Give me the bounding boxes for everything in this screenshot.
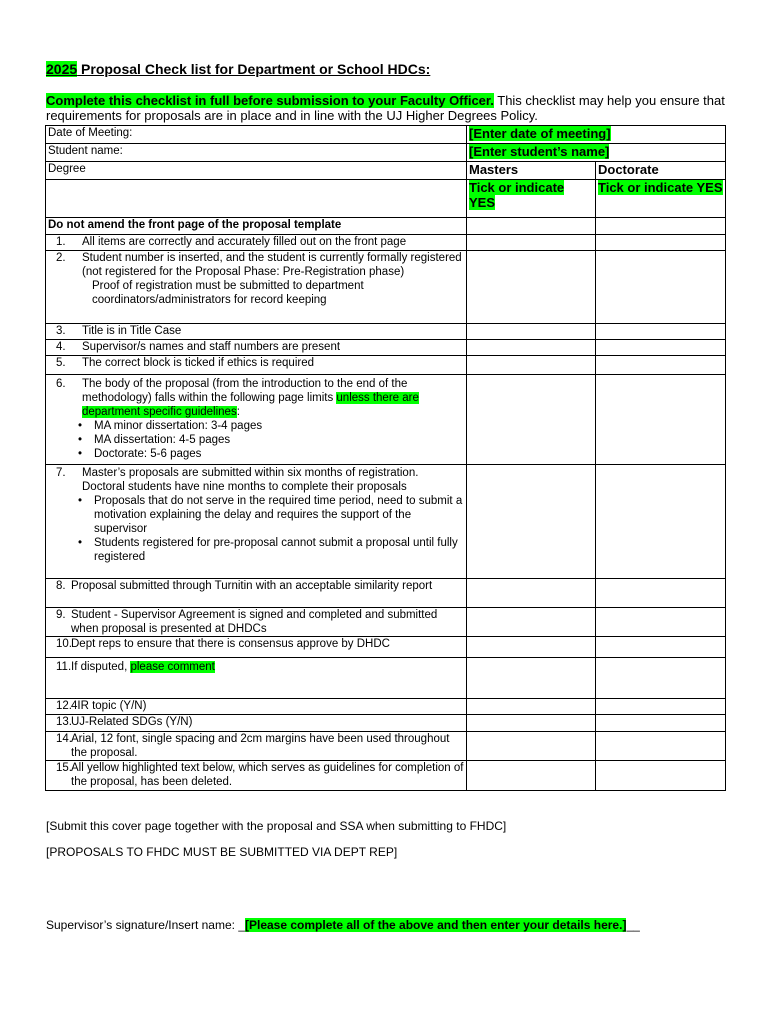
section-heading: Do not amend the front page of the proposal template bbox=[46, 218, 467, 235]
signature-value: [Please complete all of the above and then enter your details here.] bbox=[245, 918, 627, 932]
masters-cell[interactable] bbox=[467, 324, 596, 340]
student-label: Student name: bbox=[46, 144, 467, 162]
masters-cell[interactable] bbox=[467, 235, 596, 251]
doctorate-cell[interactable] bbox=[596, 637, 726, 658]
doctorate-cell[interactable] bbox=[596, 251, 726, 324]
checklist-item-5: 5. The correct block is ticked if ethics is required bbox=[46, 356, 467, 375]
doctorate-cell[interactable] bbox=[596, 732, 726, 761]
bullet-icon: • bbox=[78, 537, 83, 549]
doctorate-cell[interactable] bbox=[596, 235, 726, 251]
signature-line[interactable]: Supervisor’s signature/Insert name: _[Please complete all of the above and then enter your details here.]__ bbox=[46, 918, 640, 932]
doctorate-tick-text: Tick or indicate YES bbox=[598, 180, 723, 195]
guideline-highlight: unless there are department specific guidelines bbox=[82, 392, 419, 418]
masters-cell[interactable] bbox=[467, 699, 596, 715]
intro-text: This checklist may help you ensure that requirements for proposals are in place and in line with the UJ Higher Degrees Policy. bbox=[46, 93, 725, 123]
degree-label: Degree bbox=[46, 162, 467, 180]
masters-header: Masters bbox=[467, 162, 596, 180]
doctorate-tick-header bbox=[596, 180, 726, 218]
student-value: [Enter student’s name] bbox=[469, 144, 610, 159]
title-year: 2025 bbox=[46, 61, 78, 77]
bullet-icon: • bbox=[78, 420, 83, 432]
signature-label: Supervisor’s signature/Insert name: _ bbox=[46, 918, 245, 932]
masters-cell[interactable] bbox=[467, 637, 596, 658]
checklist-item-6: 6. The body of the proposal (from the introduction to the end of the methodology) falls within the following page limits unless there are department specific guidelines: • MA minor dissertation: 3-4 pages • MA dissertation: 4-5 pages • Doctorate: 5-6 pages bbox=[46, 375, 467, 465]
checklist-item-4: 4. Supervisor/s names and staff numbers are present bbox=[46, 340, 467, 356]
masters-cell[interactable] bbox=[467, 356, 596, 375]
checklist-item-8: 8. Proposal submitted through Turnitin with an acceptable similarity report bbox=[46, 579, 467, 608]
doctorate-cell[interactable] bbox=[596, 608, 726, 637]
doctorate-header: Doctorate bbox=[596, 162, 726, 180]
doctorate-cell[interactable] bbox=[596, 658, 726, 699]
masters-cell[interactable] bbox=[467, 218, 596, 235]
checklist-item-11: 11. If disputed, please comment bbox=[46, 658, 467, 699]
submit-note: [Submit this cover page together with the proposal and SSA when submitting to FHDC] bbox=[46, 819, 507, 833]
page-title bbox=[46, 61, 430, 77]
doctorate-cell[interactable] bbox=[596, 375, 726, 465]
masters-cell[interactable] bbox=[467, 732, 596, 761]
comment-highlight: please comment bbox=[130, 661, 215, 673]
masters-cell[interactable] bbox=[467, 375, 596, 465]
masters-tick-text: Tick or indicate YES bbox=[469, 180, 565, 210]
doctorate-cell[interactable] bbox=[596, 761, 726, 791]
dept-rep-note: [PROPOSALS TO FHDC MUST BE SUBMITTED VIA DEPT REP] bbox=[46, 845, 398, 859]
checklist-item-12: 12. 4IR topic (Y/N) bbox=[46, 699, 467, 715]
checklist-item-14: 14. Arial, 12 font, single spacing and 2cm margins have been used throughout the proposal. bbox=[46, 732, 467, 761]
bullet-icon: • bbox=[78, 448, 83, 460]
checklist-item-13: 13. UJ-Related SDGs (Y/N) bbox=[46, 715, 467, 732]
doctorate-cell[interactable] bbox=[596, 340, 726, 356]
masters-tick-header bbox=[467, 180, 596, 218]
checklist-item-7: 7. Master’s proposals are submitted within six months of registration. Doctoral students have nine months to complete their proposals • Proposals that do not serve in the required time period, need to submit a motivation explaining the delay and requires the support of the supervisor • Students registered for pre-proposal cannot submit a proposal until fully registered bbox=[46, 465, 467, 579]
masters-cell[interactable] bbox=[467, 340, 596, 356]
checklist-item-15: 15. All yellow highlighted text below, which serves as guidelines for completion of the proposal, has been deleted. bbox=[46, 761, 467, 791]
checklist-item-10: 10. Dept reps to ensure that there is consensus approve by DHDC bbox=[46, 637, 467, 658]
bullet-icon: • bbox=[78, 434, 83, 446]
doctorate-cell[interactable] bbox=[596, 699, 726, 715]
blank-cell bbox=[46, 180, 467, 218]
masters-cell[interactable] bbox=[467, 658, 596, 699]
title-text: Proposal Check list for Department or School HDCs: bbox=[77, 61, 431, 77]
doctorate-cell[interactable] bbox=[596, 465, 726, 579]
checklist-table bbox=[45, 125, 726, 791]
doctorate-cell[interactable] bbox=[596, 218, 726, 235]
intro-paragraph bbox=[46, 93, 731, 123]
masters-cell[interactable] bbox=[467, 579, 596, 608]
doctorate-cell[interactable] bbox=[596, 579, 726, 608]
checklist-item-3: 3. Title is in Title Case bbox=[46, 324, 467, 340]
doctorate-cell[interactable] bbox=[596, 356, 726, 375]
masters-cell[interactable] bbox=[467, 608, 596, 637]
masters-cell[interactable] bbox=[467, 715, 596, 732]
date-label: Date of Meeting: bbox=[46, 126, 467, 144]
intro-highlight: Complete this checklist in full before submission to your Faculty Officer. bbox=[46, 93, 494, 108]
masters-cell[interactable] bbox=[467, 761, 596, 791]
student-field[interactable] bbox=[467, 144, 726, 162]
checklist-item-9: 9. Student - Supervisor Agreement is signed and completed and submitted when proposal is presented at DHDCs bbox=[46, 608, 467, 637]
doctorate-cell[interactable] bbox=[596, 715, 726, 732]
date-value: [Enter date of meeting] bbox=[469, 126, 611, 141]
checklist-item-1: 1. All items are correctly and accurately filled out on the front page bbox=[46, 235, 467, 251]
date-field[interactable] bbox=[467, 126, 726, 144]
masters-cell[interactable] bbox=[467, 251, 596, 324]
doctorate-cell[interactable] bbox=[596, 324, 726, 340]
bullet-icon: • bbox=[78, 495, 83, 507]
masters-cell[interactable] bbox=[467, 465, 596, 579]
checklist-item-2: 2. Student number is inserted, and the student is currently formally registered (not registered for the Proposal Phase: Pre-Registration phase) Proof of registration must be submitted to department coordinators/administrators for record keeping bbox=[46, 251, 467, 324]
